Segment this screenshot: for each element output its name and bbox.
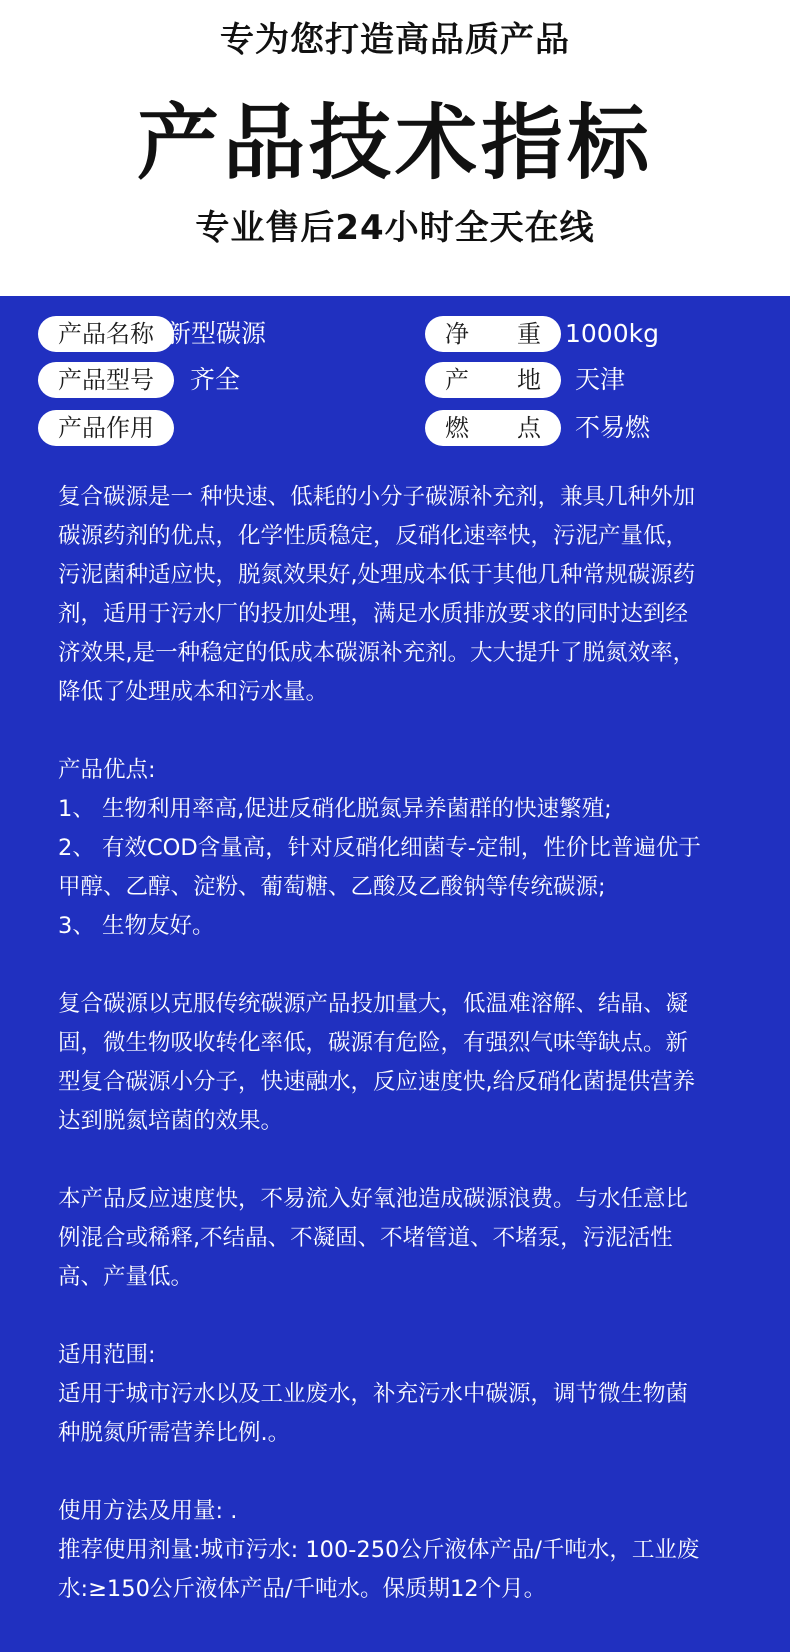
text-line: 高、产量低。 bbox=[58, 1264, 194, 1290]
paragraph-comparison bbox=[58, 985, 748, 1141]
text-line: 例混合或稀释,不结晶、不凝固、不堵管道、不堵泵，污泥活性 bbox=[58, 1225, 673, 1251]
spec-section bbox=[0, 296, 790, 1652]
text-line: 1、 生物利用率高,促进反硝化脱氮异养菌群的快速繁殖; bbox=[58, 796, 612, 822]
spec-row bbox=[0, 410, 790, 450]
text-line: 降低了处理成本和污水量。 bbox=[58, 679, 329, 705]
text-line: 剂，适用于污水厂的投加处理，满足水质排放要求的同时达到经 bbox=[58, 601, 689, 627]
text-line: 污泥菌种适应快，脱氮效果好,处理成本低于其他几种常规碳源药 bbox=[58, 562, 696, 588]
text-line: 产品优点: bbox=[58, 757, 156, 783]
spec-value-net-weight: 1000kg bbox=[565, 319, 659, 348]
text-line: 种脱氮所需营养比例.。 bbox=[58, 1420, 291, 1446]
paragraph-intro bbox=[58, 478, 748, 712]
text-line: 济效果,是一种稳定的低成本碳源补充剂。大大提升了脱氮效率， bbox=[58, 640, 696, 666]
description-content bbox=[58, 478, 748, 1609]
page-header bbox=[0, 0, 790, 296]
text-line: 推荐使用剂量:城市污水: 100-250公斤液体产品/千吨水，工业废 bbox=[58, 1537, 700, 1563]
text-line: 2、 有效COD含量高，针对反硝化细菌专-定制，性价比普遍优于 bbox=[58, 835, 701, 861]
spec-label-product-model: 产品型号 bbox=[38, 362, 174, 398]
text-line: 碳源药剂的优点，化学性质稳定，反硝化速率快，污泥产量低， bbox=[58, 523, 689, 549]
text-line: 复合碳源以克服传统碳源产品投加量大，低温难溶解、结晶、凝 bbox=[58, 991, 689, 1017]
text-line: 复合碳源是一 种快速、低耗的小分子碳源补充剂，兼具几种外加 bbox=[58, 484, 696, 510]
text-line: 水:≥150公斤液体产品/千吨水。保质期12个月。 bbox=[58, 1576, 547, 1602]
page-title: 产品技术指标 bbox=[136, 96, 653, 191]
paragraph-reaction bbox=[58, 1180, 748, 1297]
text-line: 固，微生物吸收转化率低，碳源有危险，有强烈气味等缺点。新 bbox=[58, 1030, 689, 1056]
spec-row bbox=[0, 362, 790, 402]
spec-label-origin: 产 地 bbox=[425, 362, 561, 398]
paragraph-advantages bbox=[58, 751, 748, 946]
text-line: 适用范围: bbox=[58, 1342, 156, 1368]
text-line: 型复合碳源小分子，快速融水，反应速度快,给反硝化菌提供营养 bbox=[58, 1069, 696, 1095]
spec-value-product-name: 新型碳源 bbox=[166, 319, 267, 348]
spec-value-flash-point: 不易燃 bbox=[575, 413, 651, 442]
text-line: 使用方法及用量: . bbox=[58, 1498, 238, 1524]
header-subtitle-bottom: 专业售后24小时全天在线 bbox=[195, 208, 595, 248]
paragraph-scope bbox=[58, 1336, 748, 1453]
spec-label-net-weight: 净 重 bbox=[425, 316, 561, 352]
text-line: 本产品反应速度快，不易流入好氧池造成碳源浪费。与水任意比 bbox=[58, 1186, 689, 1212]
header-subtitle-top: 专为您打造高品质产品 bbox=[220, 20, 570, 60]
spec-value-origin: 天津 bbox=[575, 365, 626, 394]
spec-label-product-function: 产品作用 bbox=[38, 410, 174, 446]
spec-label-flash-point: 燃 点 bbox=[425, 410, 561, 446]
text-line: 达到脱氮培菌的效果。 bbox=[58, 1108, 284, 1134]
spec-value-product-model: 齐全 bbox=[190, 365, 241, 394]
paragraph-usage bbox=[58, 1492, 748, 1609]
text-line: 适用于城市污水以及工业废水，补充污水中碳源，调节微生物菌 bbox=[58, 1381, 689, 1407]
text-line: 甲醇、乙醇、淀粉、葡萄糖、乙酸及乙酸钠等传统碳源; bbox=[58, 874, 606, 900]
text-line: 3、 生物友好。 bbox=[58, 913, 215, 939]
spec-label-product-name: 产品名称 bbox=[38, 316, 174, 352]
spec-row bbox=[0, 316, 790, 356]
